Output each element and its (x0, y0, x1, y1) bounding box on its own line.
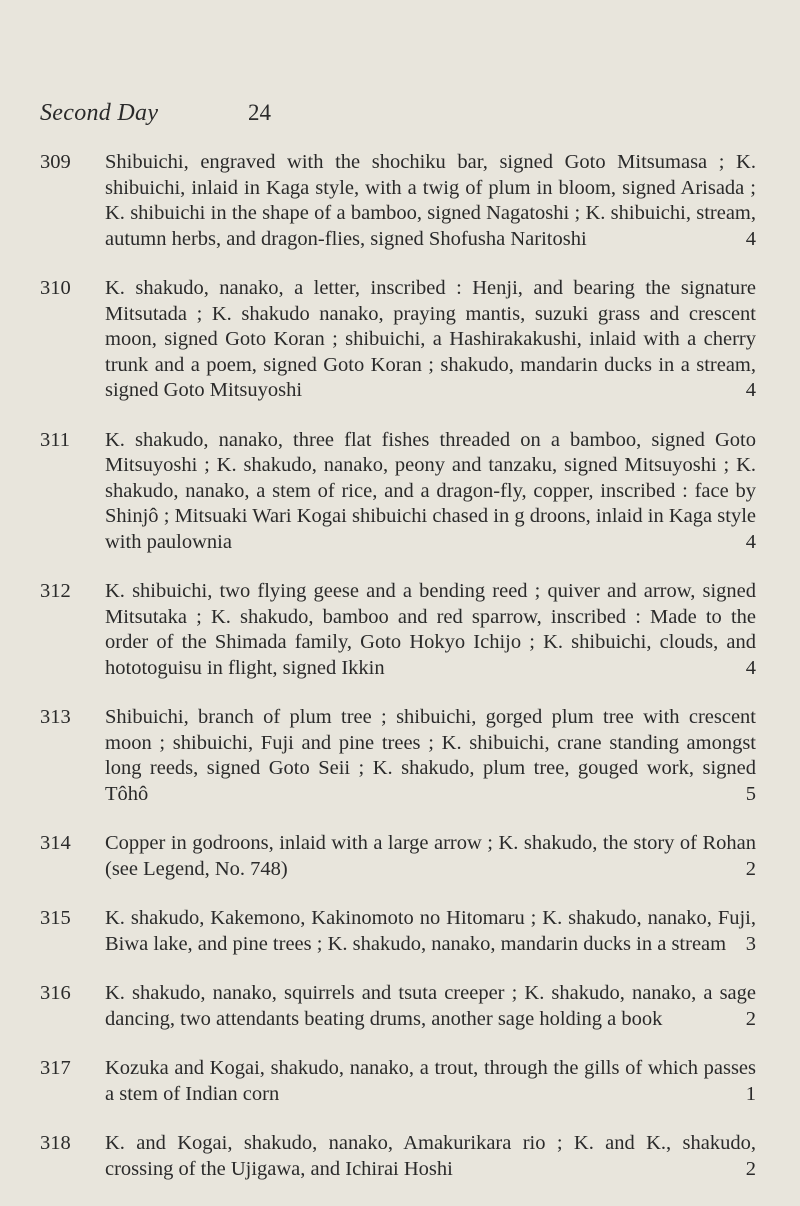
section-title: Second Day (40, 100, 159, 126)
lot-description: Copper in godroons, inlaid with a large arrow ; K. shakudo, the story of Rohan (see Legend, No. 748) (105, 832, 756, 880)
lot-description: Shibuichi, engraved with the shochiku bar, signed Goto Mitsumasa ; K. shibuichi, inlaid in Kaga style, with a twig of plum in bloom, signed Arisada ; K. shibuichi in the shape of a bamboo, signed Nagatoshi ; K. shibuichi, stream, autumn herbs, and dragon-flies, signed Shofusha Naritoshi (105, 151, 756, 250)
lot-description: K. shibuichi, two flying geese and a bending reed ; quiver and arrow, signed Mitsutaka ; K. shakudo, bamboo and red sparrow, inscribed : Made to the order of the Shimada family, Goto Hokyo Ichijo ; K. shibuichi, clouds, and hototoguisu in flight, signed Ikkin (105, 580, 756, 679)
lot-number: 310 (40, 277, 71, 299)
page-number: 24 (248, 100, 271, 125)
lot-quantity: 4 (745, 530, 756, 553)
lot-entry (40, 981, 756, 1032)
lot-quantity: 5 (745, 782, 756, 805)
lot-list (40, 150, 756, 1206)
page-header (40, 100, 740, 130)
lot-description: K. shakudo, nanako, a letter, inscribed : Henji, and bearing the signature Mitsutada ; K. shakudo nanako, praying mantis, suzuki grass and crescent moon, signed Goto Koran ; shibuichi, a Hashirakakushi, inlaid with a cherry trunk and a poem, signed Goto Koran ; shakudo, mandarin ducks in a stream, signed Goto Mitsuyoshi (105, 277, 756, 401)
lot-quantity: 3 (745, 932, 756, 955)
lot-description: Kozuka and Kogai, shakudo, nanako, a trout, through the gills of which passes a stem of Indian corn (105, 1057, 756, 1105)
lot-entry (40, 1056, 756, 1107)
lot-entry (40, 906, 756, 957)
lot-entry (40, 428, 756, 556)
lot-number: 314 (40, 832, 71, 854)
lot-description: Shibuichi, branch of plum tree ; shibuichi, gorged plum tree with crescent moon ; shibuichi, Fuji and pine trees ; K. shibuichi, crane standing amongst long reeds, signed Goto Seii ; K. shakudo, plum tree, gouged work, signed Tôhô (105, 706, 756, 805)
lot-quantity: 4 (745, 379, 756, 401)
lot-quantity: 2 (745, 857, 756, 880)
lot-quantity: 4 (745, 227, 756, 250)
lot-entry (40, 831, 756, 882)
lot-description: K. and Kogai, shakudo, nanako, Amakurikara rio ; K. and K., shakudo, crossing of the Ujigawa, and Ichirai Hoshi (105, 1132, 756, 1180)
lot-number: 311 (40, 428, 70, 451)
lot-quantity: 1 (745, 1082, 756, 1105)
lot-number: 313 (40, 706, 71, 728)
lot-number: 312 (40, 580, 71, 602)
lot-number: 316 (40, 982, 71, 1004)
lot-entry (40, 276, 756, 404)
lot-description: K. shakudo, Kakemono, Kakinomoto no Hitomaru ; K. shakudo, nanako, Fuji, Biwa lake, and pine trees ; K. shakudo, nanako, mandarin ducks in a stream (105, 907, 756, 955)
lot-entry (40, 150, 756, 252)
lot-quantity: 2 (745, 1157, 756, 1180)
lot-entry (40, 579, 756, 681)
lot-entry (40, 705, 756, 807)
lot-number: 315 (40, 907, 71, 929)
lot-number: 317 (40, 1057, 71, 1079)
lot-quantity: 2 (745, 1007, 756, 1030)
lot-entry (40, 1131, 756, 1182)
lot-description: K. shakudo, nanako, squirrels and tsuta creeper ; K. shakudo, nanako, a sage dancing, two attendants beating drums, another sage holding a book (105, 982, 756, 1030)
lot-number: 318 (40, 1132, 71, 1154)
lot-number: 309 (40, 151, 71, 173)
lot-description: K. shakudo, nanako, three flat fishes threaded on a bamboo, signed Goto Mitsuyoshi ; K. shakudo, nanako, peony and tanzaku, signed Mitsuyoshi ; K. shakudo, nanako, a stem of rice, and a dragon-fly, copper, inscribed : face by Shinjô ; Mitsuaki Wari Kogai shibuichi chased in g droons, inlaid in Kaga style with paulownia (105, 428, 756, 553)
lot-quantity: 4 (745, 656, 756, 679)
